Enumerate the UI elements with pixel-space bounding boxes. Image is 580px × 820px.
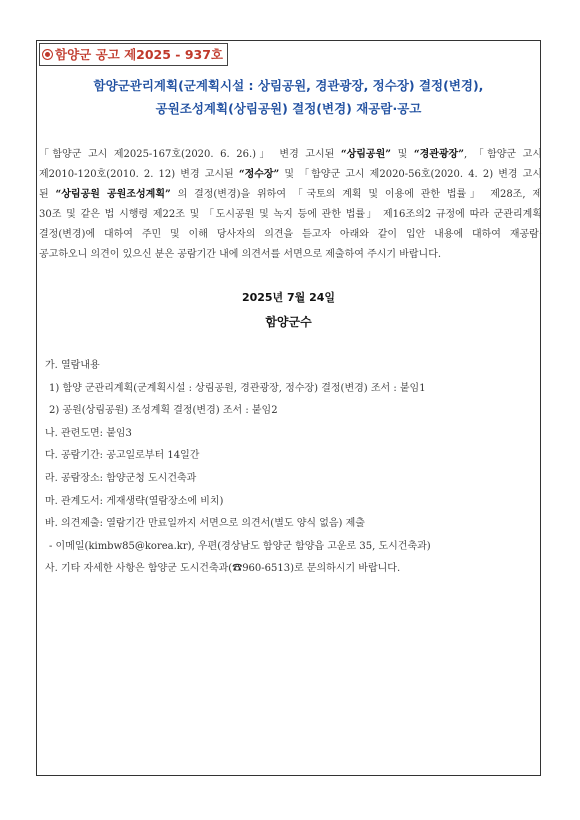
notice-item: 바. 의견제출: 열람기간 만료일까지 서면으로 의견서(별도 양식 없음) 제출 [45,518,365,530]
body-text-segment: 공고하오니 의견이 있으신 분은 공람기간 내에 의견서를 서면으로 제출하여 주시기 바랍니다. [39,249,442,260]
notice-item: 2) 공원(상림공원) 조성계획 결정(변경) 조서 : 붙임2 [49,405,278,417]
notice-item: - 이메일(kimbw85@korea.kr), 우편(경상남도 함양군 함양읍 고운로 35, 도시건축과) [49,540,431,552]
body-line [37,185,542,205]
body-emphasis: “경관광장” [413,149,464,160]
notice-item: 다. 공람기간: 공고일로부터 14일간 [45,450,200,462]
notice-number-box [39,43,228,66]
notice-item: 마. 관계도서: 게재생략(열람장소에 비치) [45,495,224,507]
body-text-segment: 30조 및 같은 법 시행령 제22조 및 「도시공원 및 녹지 등에 관한 법률」 제16조의2 규정에 따라 군관리계획 [39,209,542,220]
notice-title-line-2: 공원조성계획(상림공원) 결정(변경) 재공람·공고 [155,101,422,116]
notice-frame [36,40,541,776]
bullet-circle-icon [42,49,53,60]
notice-item: 나. 관련도면: 붙임3 [45,427,132,439]
notice-item: 1) 함양 군관리계획(군계획시설 : 상림공원, 경관광장, 정수장) 결정(변경) 조서 : 붙임1 [49,382,426,394]
body-line [37,145,542,165]
notice-date: 2025년 7월 24일 [241,291,336,304]
notice-item: 가. 열람내용 [45,360,100,371]
body-text-segment: , 「함양군 고시 [463,149,542,160]
notice-title-line-1: 함양군관리계획(군계획시설 : 상림공원, 경관광장, 정수장) 결정(변경), [93,78,484,93]
body-text-segment: 「함양군 고시 제2025-167호(2020. 6. 26.)」 변경 고시된 [39,149,341,160]
body-text-segment: 결정(변경)에 대하여 주민 및 이해 당사자의 의견을 듣고자 아래와 같이 입안 내용에 대하여 재공람· [39,229,542,240]
body-line [37,225,542,245]
body-line [37,165,542,185]
body-emphasis: “상림공원 공원조성계획” [55,189,171,200]
body-line [37,205,542,225]
body-text-segment: 제2010-120호(2010. 2. 12) 변경 고시된 [39,169,239,180]
notice-items [45,355,535,581]
notice-number: 함양군 공고 제2025 - 937호 [55,47,224,62]
body-text-segment: 및 「함양군 고시 제2020-56호(2020. 4. 2) 변경 고시 [279,169,542,180]
body-emphasis: “정수장” [238,169,280,180]
body-emphasis: “상림공원” [340,149,392,160]
body-text-segment: 및 [391,149,414,160]
notice-item: 라. 공람장소: 함양군청 도시건축과 [45,472,197,484]
notice-item: 사. 기타 자세한 사항은 함양군 도시건축과(☎960-6513)로 문의하시기 바랍니다. [45,563,401,575]
notice-body [37,145,542,265]
notice-signer: 함양군수 [265,315,312,329]
body-text-segment: 된 [39,189,56,200]
body-text-segment: 의 결정(변경)을 위하여 「국토의 계획 및 이용에 관한 법률」 제28조, 제 [170,189,543,200]
body-line [37,245,542,265]
